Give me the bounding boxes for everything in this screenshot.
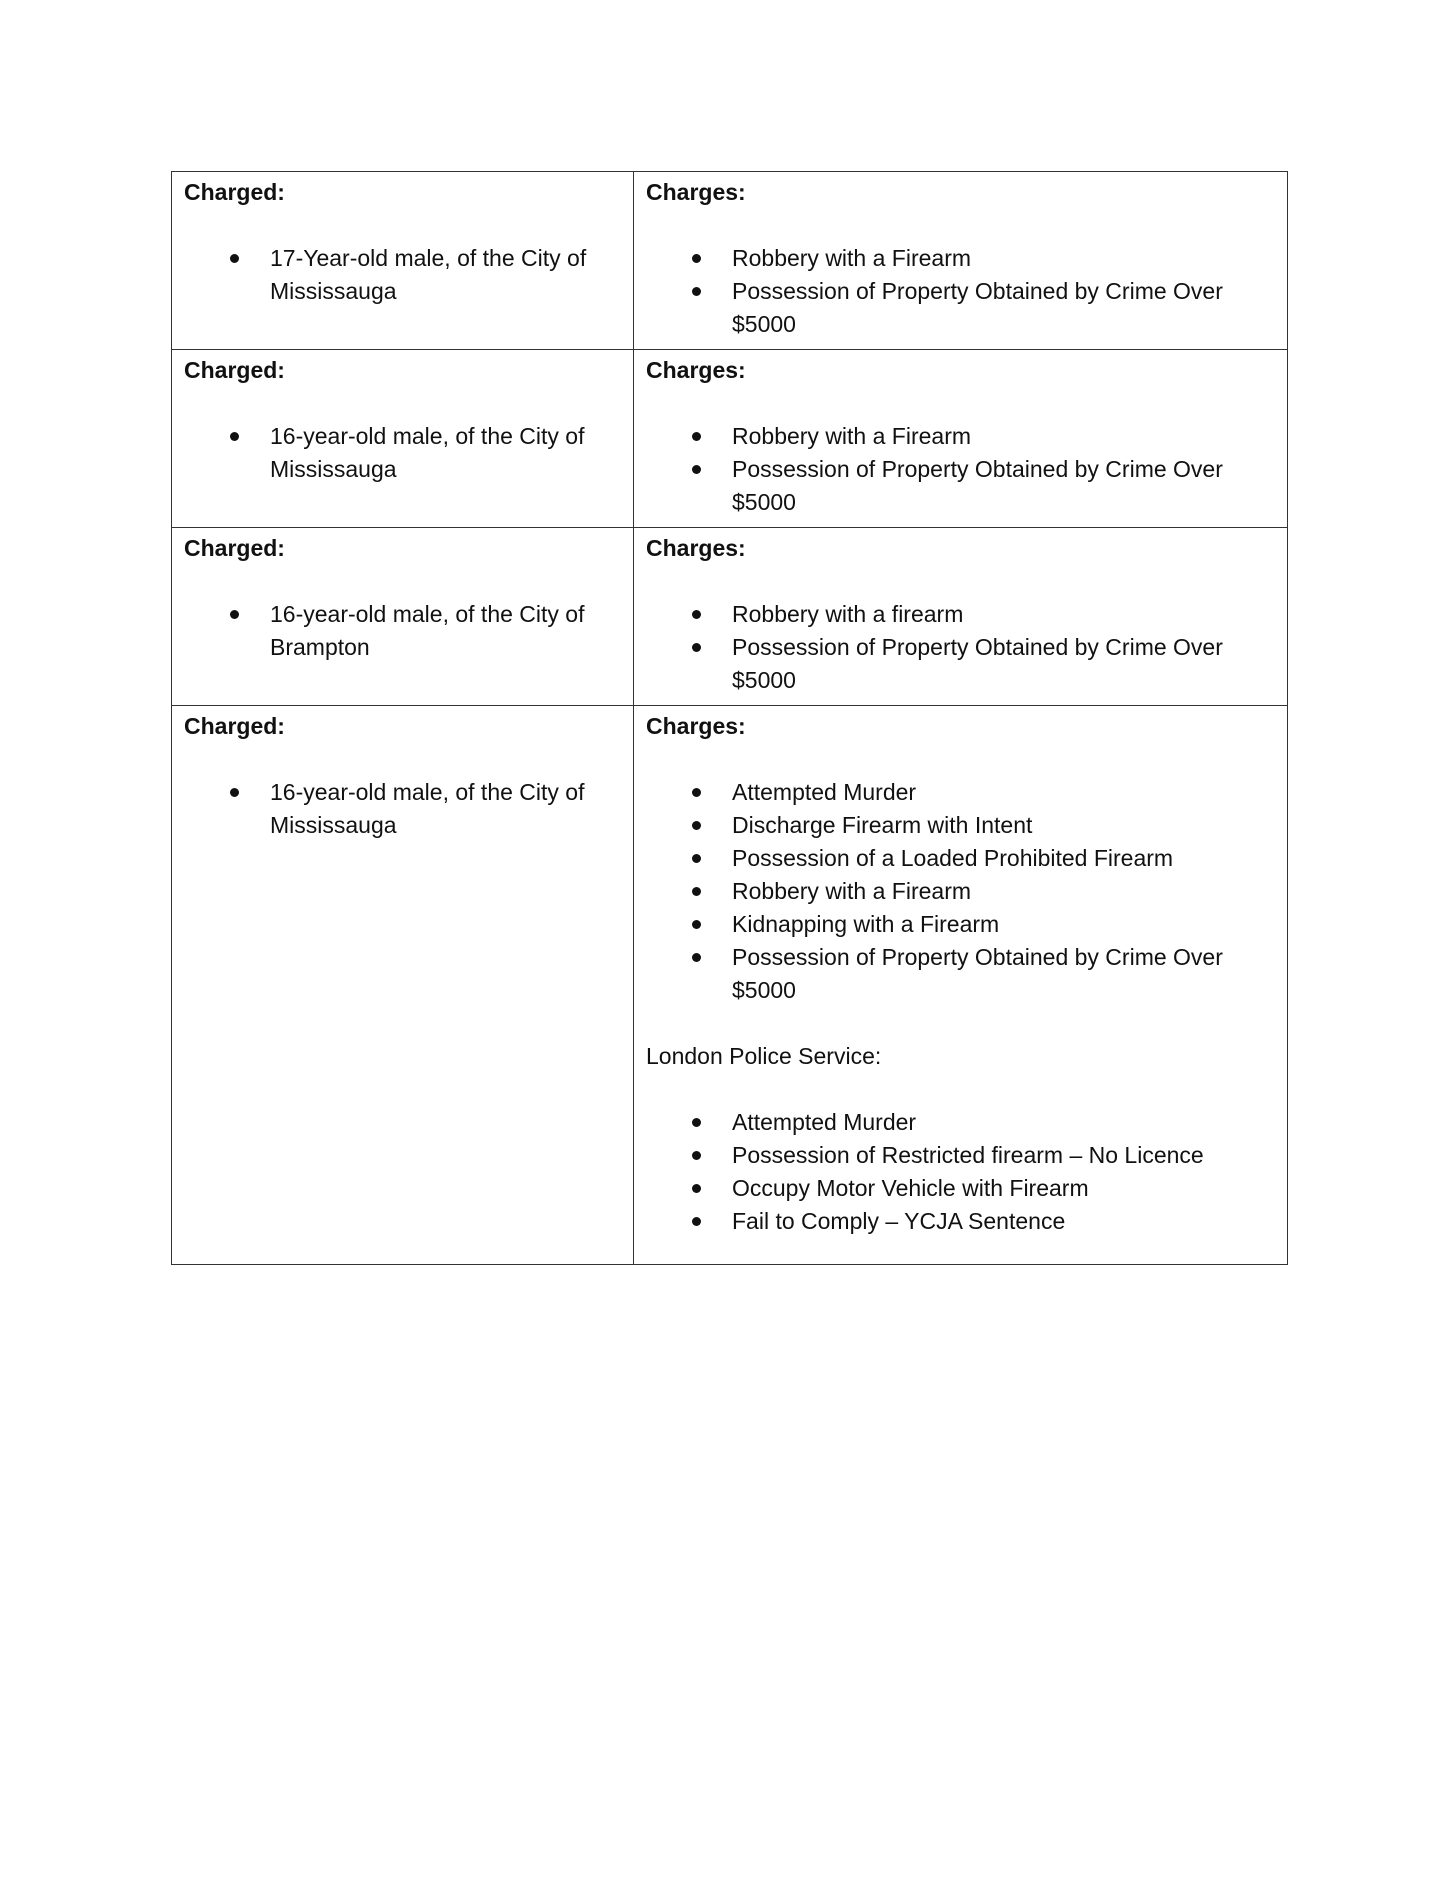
bullet-icon	[692, 610, 701, 619]
list-item	[646, 1172, 1275, 1205]
charge-text: Occupy Motor Vehicle with Firearm	[732, 1175, 1089, 1201]
charge-text: Possession of Property Obtained by Crime Over $5000	[732, 456, 1223, 515]
table-row	[172, 350, 1288, 528]
charges-cell	[634, 350, 1288, 528]
list-item	[184, 598, 621, 664]
charged-list	[184, 420, 621, 486]
charge-text: Possession of Property Obtained by Crime Over $5000	[732, 634, 1223, 693]
charged-list	[184, 242, 621, 308]
charge-text: Fail to Comply – YCJA Sentence	[732, 1208, 1066, 1234]
charges-list	[646, 776, 1275, 1007]
list-item	[646, 453, 1275, 519]
charge-text: Possession of Restricted firearm – No Licence	[732, 1142, 1204, 1168]
additional-charges-list	[646, 1106, 1275, 1238]
charged-cell	[172, 350, 634, 528]
agency-label: London Police Service:	[646, 1043, 882, 1069]
charged-cell	[172, 528, 634, 706]
charged-list	[184, 598, 621, 664]
bullet-icon	[692, 287, 701, 296]
bullet-icon	[692, 788, 701, 797]
charge-text: Kidnapping with a Firearm	[732, 911, 1000, 937]
list-item	[646, 941, 1275, 1007]
charges-heading: Charges:	[646, 713, 746, 739]
charge-text: Possession of Property Obtained by Crime Over $5000	[732, 944, 1223, 1003]
person-description: 16-year-old male, of the City of Brampton	[270, 601, 585, 660]
charge-text: Possession of a Loaded Prohibited Firearm	[732, 845, 1174, 871]
list-item	[646, 908, 1275, 941]
charged-heading: Charged:	[184, 179, 285, 205]
charged-heading: Charged:	[184, 535, 285, 561]
table-row	[172, 172, 1288, 350]
person-description: 16-year-old male, of the City of Mississauga	[270, 423, 585, 482]
charges-cell	[634, 172, 1288, 350]
charged-heading: Charged:	[184, 357, 285, 383]
list-item	[184, 776, 621, 842]
charges-list	[646, 420, 1275, 519]
bullet-icon	[692, 887, 701, 896]
bullet-icon	[692, 432, 701, 441]
list-item	[646, 1139, 1275, 1172]
charge-text: Possession of Property Obtained by Crime Over $5000	[732, 278, 1223, 337]
charges-table	[171, 171, 1288, 1265]
bullet-icon	[692, 1184, 701, 1193]
charge-text: Robbery with a firearm	[732, 601, 964, 627]
charged-list	[184, 776, 621, 842]
list-item	[184, 242, 621, 308]
list-item	[646, 420, 1275, 453]
bullet-icon	[692, 1118, 701, 1127]
bullet-icon	[692, 643, 701, 652]
bullet-icon	[692, 854, 701, 863]
bullet-icon	[230, 610, 239, 619]
bullet-icon	[230, 254, 239, 263]
list-item	[646, 875, 1275, 908]
bullet-icon	[230, 788, 239, 797]
list-item	[646, 842, 1275, 875]
charges-cell	[634, 706, 1288, 1265]
list-item	[184, 420, 621, 486]
charge-text: Robbery with a Firearm	[732, 423, 972, 449]
list-item	[646, 598, 1275, 631]
charge-text: Discharge Firearm with Intent	[732, 812, 1033, 838]
charged-heading: Charged:	[184, 713, 285, 739]
list-item	[646, 1106, 1275, 1139]
list-item	[646, 809, 1275, 842]
bullet-icon	[692, 953, 701, 962]
table-row	[172, 706, 1288, 1265]
charges-list	[646, 598, 1275, 697]
charges-heading: Charges:	[646, 535, 746, 561]
charged-cell	[172, 172, 634, 350]
person-description: 16-year-old male, of the City of Mississauga	[270, 779, 585, 838]
bullet-icon	[692, 1151, 701, 1160]
bullet-icon	[692, 821, 701, 830]
person-description: 17-Year-old male, of the City of Mississauga	[270, 245, 587, 304]
list-item	[646, 242, 1275, 275]
list-item	[646, 275, 1275, 341]
charges-heading: Charges:	[646, 179, 746, 205]
list-item	[646, 776, 1275, 809]
list-item	[646, 631, 1275, 697]
charge-text: Robbery with a Firearm	[732, 878, 972, 904]
bullet-icon	[692, 465, 701, 474]
bullet-icon	[230, 432, 239, 441]
bullet-icon	[692, 920, 701, 929]
table-row	[172, 528, 1288, 706]
charges-list	[646, 242, 1275, 341]
charge-text: Attempted Murder	[732, 779, 917, 805]
bullet-icon	[692, 1217, 701, 1226]
charge-text: Robbery with a Firearm	[732, 245, 972, 271]
bullet-icon	[692, 254, 701, 263]
charges-heading: Charges:	[646, 357, 746, 383]
charge-text: Attempted Murder	[732, 1109, 917, 1135]
list-item	[646, 1205, 1275, 1238]
charges-cell	[634, 528, 1288, 706]
charged-cell	[172, 706, 634, 1265]
